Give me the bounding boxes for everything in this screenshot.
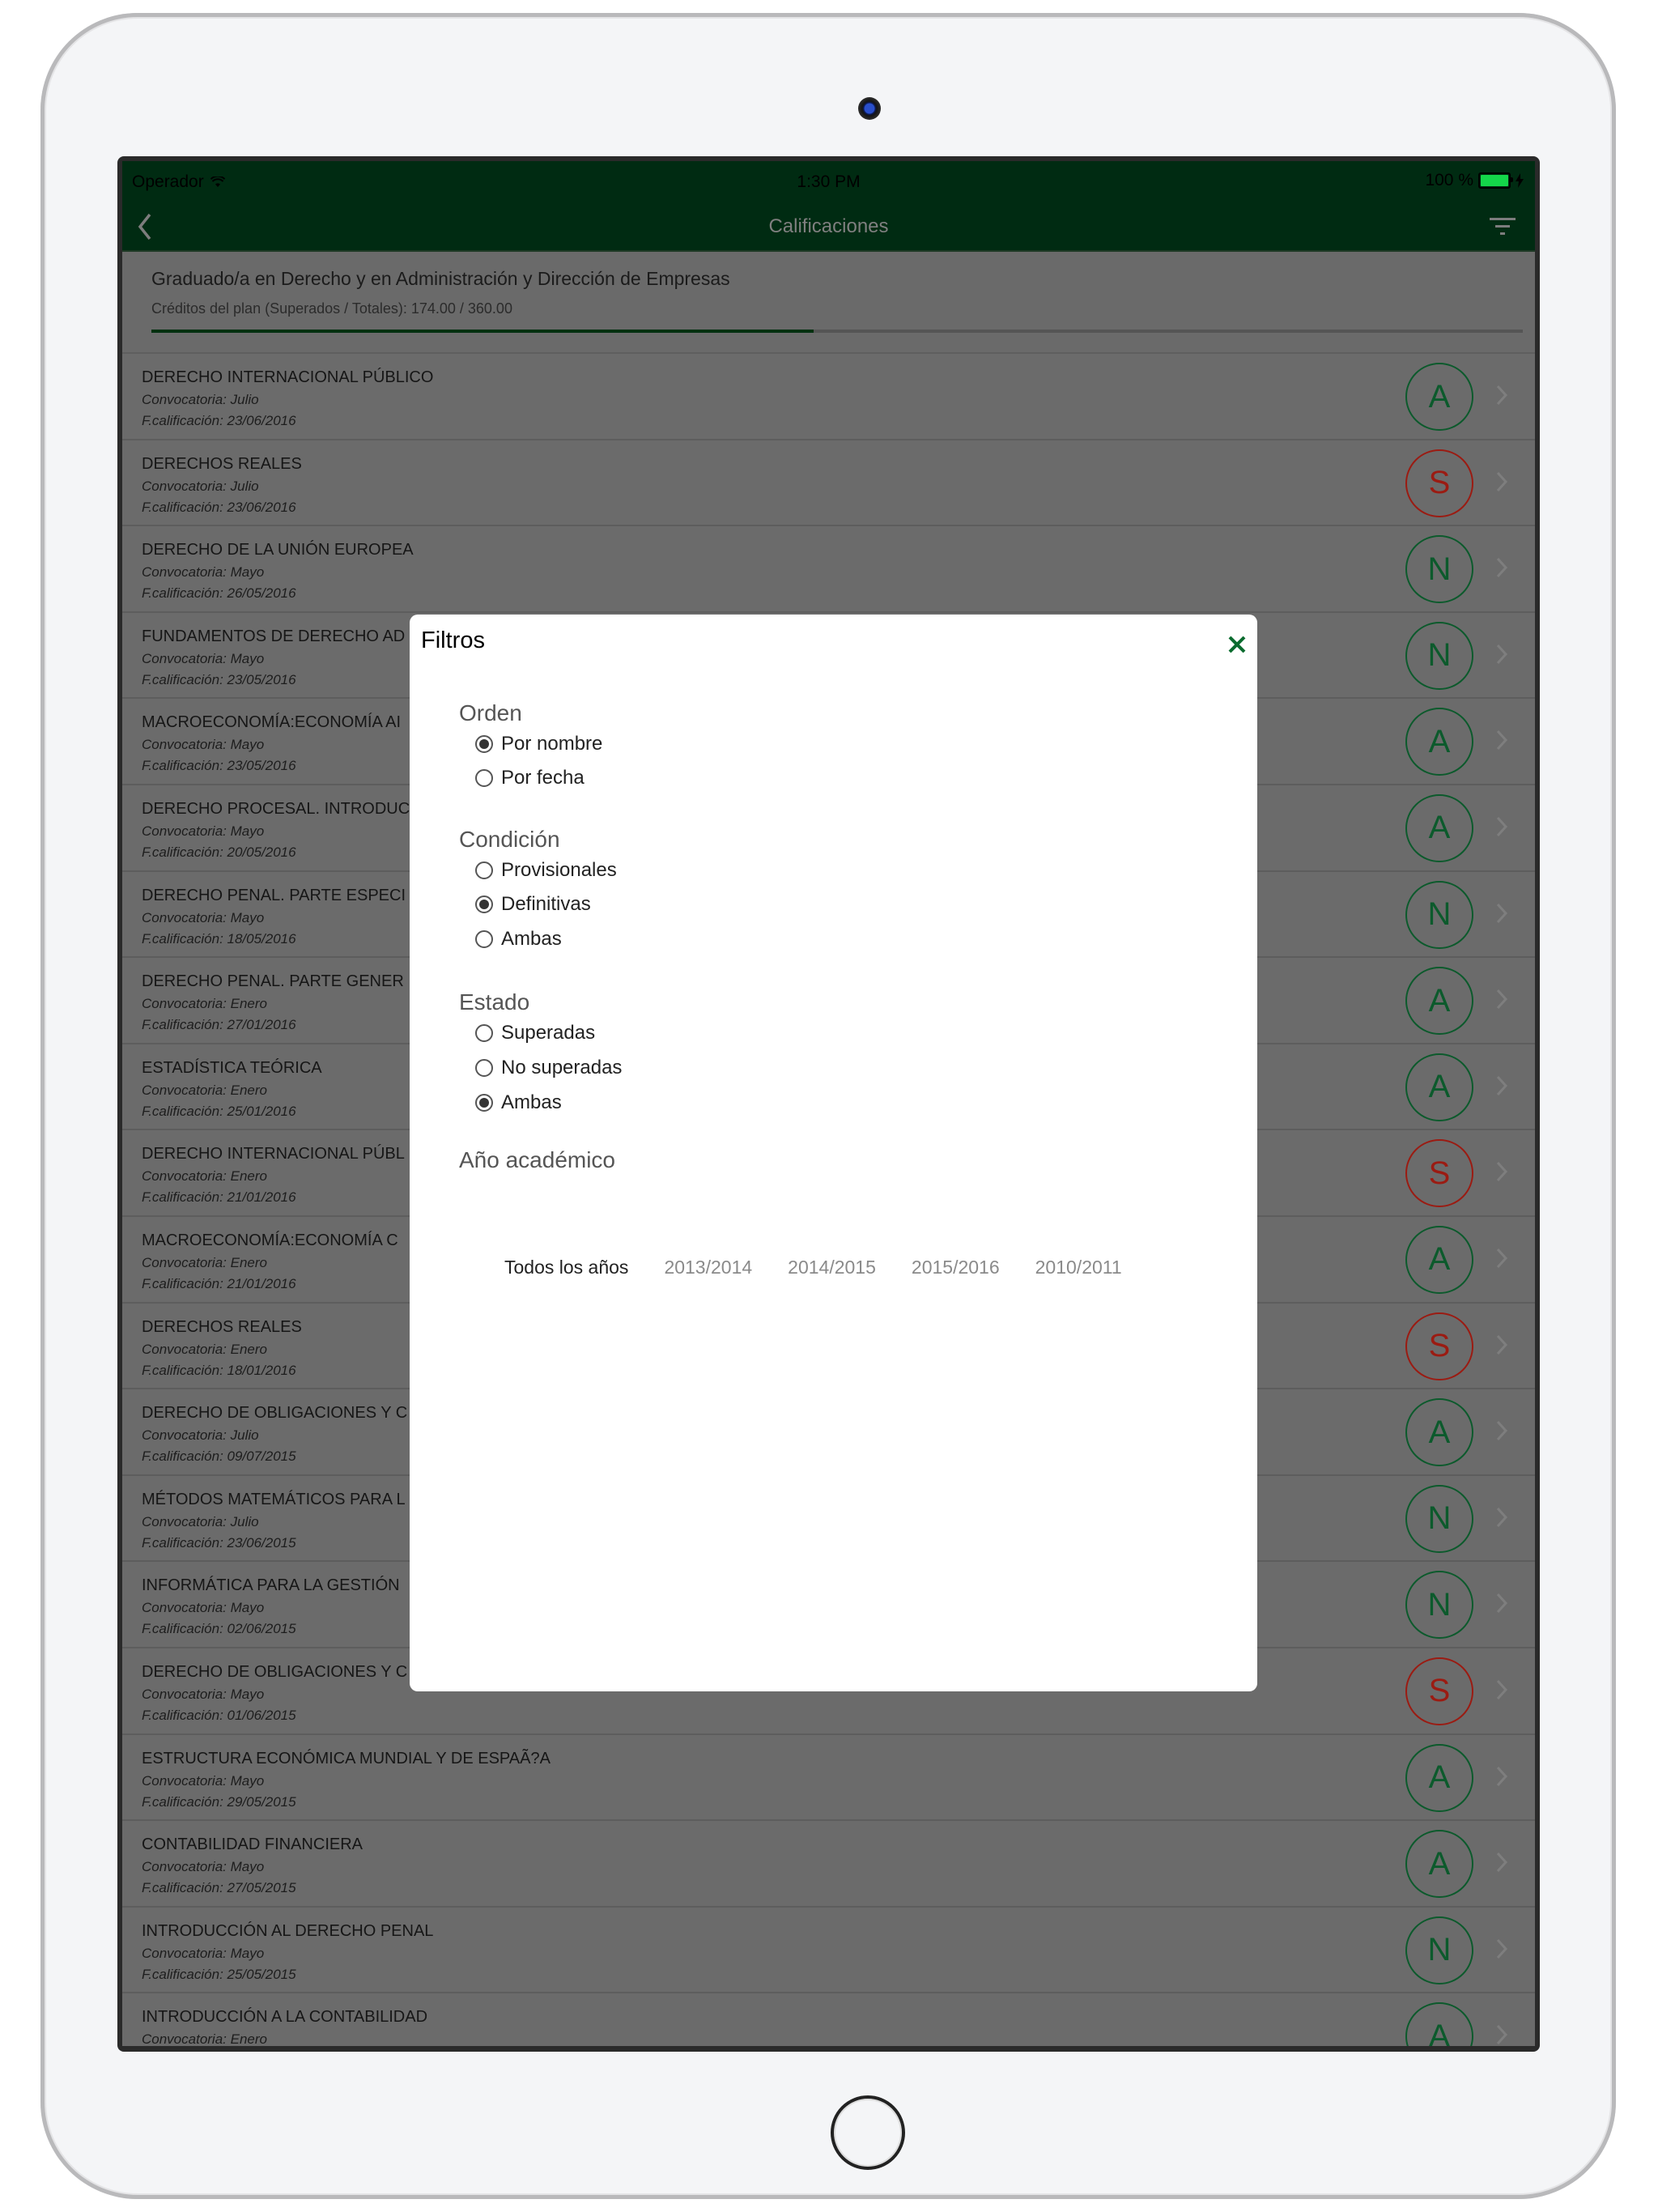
grade-date: F.calificación: 23/06/2016 xyxy=(142,413,296,428)
plan-title: Graduado/a en Derecho y en Administración y Dirección de Empresas xyxy=(151,268,730,289)
radio-empty-icon xyxy=(475,930,493,948)
grade-date: F.calificación: 23/05/2016 xyxy=(142,758,296,774)
subject-name: INFORMÁTICA PARA LA GESTIÓN xyxy=(142,1576,400,1595)
chevron-right-icon xyxy=(1495,1419,1508,1442)
radio-superadas[interactable]: Superadas xyxy=(475,1022,595,1044)
chevron-right-icon xyxy=(1495,1678,1508,1701)
subject-name: ESTRUCTURA ECONÓMICA MUNDIAL Y DE ESPAÃ?A xyxy=(142,1749,551,1767)
radio-empty-icon xyxy=(475,1059,493,1077)
convocatoria: Convocatoria: Mayo xyxy=(142,650,265,666)
grade-date: F.calificación: 29/05/2015 xyxy=(142,1793,296,1810)
radio-por-fecha[interactable]: Por fecha xyxy=(475,767,585,789)
subject-name: DERECHO DE OBLIGACIONES Y C xyxy=(142,1404,408,1423)
subject-name: INTRODUCCIÓN AL DERECHO PENAL xyxy=(142,1921,434,1940)
chevron-right-icon xyxy=(1495,815,1508,838)
radio-estado-ambas[interactable]: Ambas xyxy=(475,1091,562,1114)
chevron-right-icon xyxy=(1495,1851,1508,1874)
convocatoria: Convocatoria: Julio xyxy=(142,1427,259,1444)
charging-icon xyxy=(1516,173,1524,188)
grade-badge: N xyxy=(1405,1485,1473,1553)
year-option[interactable]: 2015/2016 xyxy=(911,1257,1000,1278)
convocatoria: Convocatoria: Mayo xyxy=(142,564,265,581)
credits-progress-bar xyxy=(151,330,1523,333)
radio-selected-icon xyxy=(475,735,493,753)
subject-name: MÉTODOS MATEMÁTICOS PARA L xyxy=(142,1490,406,1508)
chevron-right-icon xyxy=(1495,1938,1508,1960)
list-item[interactable] xyxy=(122,354,1535,440)
convocatoria: Convocatoria: Enero xyxy=(142,1168,267,1185)
year-picker[interactable] xyxy=(504,1257,1122,1278)
convocatoria: Convocatoria: Mayo xyxy=(142,737,265,753)
credits-summary: Créditos del plan (Superados / Totales): 174.00 / 360.00 xyxy=(151,300,512,317)
year-option[interactable]: Todos los años xyxy=(504,1257,629,1278)
navigation-bar xyxy=(122,202,1535,252)
grade-date: F.calificación: 23/06/2016 xyxy=(142,499,296,515)
chevron-right-icon xyxy=(1495,643,1508,666)
grade-date: F.calificación: 09/07/2015 xyxy=(142,1448,296,1465)
grade-badge: A xyxy=(1405,1398,1473,1466)
grade-badge: S xyxy=(1405,1139,1473,1207)
close-icon[interactable] xyxy=(1226,634,1248,655)
filters-dialog xyxy=(410,615,1257,1691)
year-option[interactable]: 2013/2014 xyxy=(664,1257,753,1278)
chevron-right-icon xyxy=(1495,1592,1508,1614)
section-orden: Orden xyxy=(459,700,522,725)
chevron-right-icon xyxy=(1495,1765,1508,1788)
plan-header xyxy=(122,252,1535,354)
convocatoria: Convocatoria: Mayo xyxy=(142,823,265,839)
grade-date: F.calificación: 01/06/2015 xyxy=(142,1707,296,1723)
radio-provisionales[interactable]: Provisionales xyxy=(475,859,617,882)
grade-date: F.calificación: 25/01/2016 xyxy=(142,1103,296,1119)
dialog-title: Filtros xyxy=(421,627,485,653)
radio-selected-icon xyxy=(475,895,493,913)
convocatoria: Convocatoria: Enero xyxy=(142,1341,267,1357)
convocatoria: Convocatoria: Enero xyxy=(142,996,267,1012)
convocatoria: Convocatoria: Mayo xyxy=(142,1772,265,1789)
clock: 1:30 PM xyxy=(797,172,861,191)
home-button[interactable] xyxy=(831,2095,905,2170)
list-item[interactable] xyxy=(122,1993,1535,2046)
year-option[interactable]: 2014/2015 xyxy=(788,1257,876,1278)
grade-date: F.calificación: 18/05/2016 xyxy=(142,930,296,946)
subject-name: DERECHO PROCESAL. INTRODUC xyxy=(142,799,410,818)
subject-name: DERECHO DE OBLIGACIONES Y C xyxy=(142,1662,408,1681)
grade-badge: A xyxy=(1405,363,1473,431)
grade-badge: A xyxy=(1405,1053,1473,1121)
convocatoria: Convocatoria: Enero xyxy=(142,1254,267,1270)
subject-name: DERECHOS REALES xyxy=(142,454,302,473)
grade-badge: A xyxy=(1405,794,1473,862)
grade-date: F.calificación: 25/05/2015 xyxy=(142,1966,296,1982)
camera xyxy=(858,97,881,120)
chevron-right-icon xyxy=(1495,1247,1508,1270)
convocatoria: Convocatoria: Enero xyxy=(142,1082,267,1098)
chevron-right-icon xyxy=(1495,556,1508,579)
radio-definitivas[interactable]: Definitivas xyxy=(475,893,591,916)
convocatoria: Convocatoria: Julio xyxy=(142,1513,259,1529)
section-estado: Estado xyxy=(459,989,530,1015)
subject-name: MACROECONOMÍA:ECONOMÍA C xyxy=(142,1231,398,1249)
radio-condicion-ambas[interactable]: Ambas xyxy=(475,928,562,951)
convocatoria: Convocatoria: Julio xyxy=(142,478,259,494)
grade-badge: N xyxy=(1405,1571,1473,1639)
grade-badge: A xyxy=(1405,1226,1473,1294)
subject-name: DERECHO PENAL. PARTE GENER xyxy=(142,972,404,991)
grade-date: F.calificación: 27/01/2016 xyxy=(142,1017,296,1033)
chevron-right-icon xyxy=(1495,470,1508,493)
radio-empty-icon xyxy=(475,769,493,787)
list-item[interactable] xyxy=(122,1908,1535,1994)
section-condicion: Condición xyxy=(459,827,560,852)
grade-badge: A xyxy=(1405,708,1473,776)
year-option[interactable]: 2010/2011 xyxy=(1035,1257,1122,1278)
section-anio: Año académico xyxy=(459,1147,616,1172)
grade-badge: N xyxy=(1405,535,1473,603)
convocatoria: Convocatoria: Mayo xyxy=(142,909,265,925)
grade-date: F.calificación: 18/01/2016 xyxy=(142,1362,296,1378)
subject-name: DERECHOS REALES xyxy=(142,1317,302,1336)
radio-no-superadas[interactable]: No superadas xyxy=(475,1057,622,1079)
carrier-label: Operador xyxy=(132,172,204,191)
subject-name: CONTABILIDAD FINANCIERA xyxy=(142,1836,363,1854)
grade-date: F.calificación: 21/01/2016 xyxy=(142,1189,296,1206)
chevron-right-icon xyxy=(1495,1334,1508,1356)
subject-name: ESTADÍSTICA TEÓRICA xyxy=(142,1058,322,1077)
convocatoria: Convocatoria: Mayo xyxy=(142,1859,265,1875)
list-item[interactable] xyxy=(122,526,1535,613)
subject-name: MACROECONOMÍA:ECONOMÍA AI xyxy=(142,713,402,732)
grade-badge: S xyxy=(1405,1657,1473,1725)
chevron-right-icon xyxy=(1495,729,1508,751)
subject-name: DERECHO INTERNACIONAL PÚBLICO xyxy=(142,368,434,386)
grade-badge: N xyxy=(1405,1916,1473,1984)
subject-name: DERECHO INTERNACIONAL PÚBL xyxy=(142,1145,405,1163)
subject-name: DERECHO DE LA UNIÓN EUROPEA xyxy=(142,541,414,559)
grade-badge: A xyxy=(1405,2002,1473,2046)
grade-date: F.calificación: 27/05/2015 xyxy=(142,1880,296,1896)
filter-icon[interactable] xyxy=(1490,218,1516,236)
radio-empty-icon xyxy=(475,861,493,879)
grade-badge: A xyxy=(1405,1830,1473,1898)
app xyxy=(122,161,1535,2046)
subject-name: DERECHO PENAL. PARTE ESPECI xyxy=(142,886,406,904)
list-item[interactable] xyxy=(122,1735,1535,1822)
screen xyxy=(117,156,1540,2052)
grade-badge: S xyxy=(1405,1312,1473,1380)
grade-badge: A xyxy=(1405,1744,1473,1812)
grade-badge: N xyxy=(1405,881,1473,949)
convocatoria: Convocatoria: Enero xyxy=(142,2031,267,2046)
chevron-right-icon xyxy=(1495,2023,1508,2046)
convocatoria: Convocatoria: Mayo xyxy=(142,1600,265,1616)
page-title: Calificaciones xyxy=(768,215,889,237)
battery-percent: 100 % xyxy=(1425,171,1473,189)
radio-selected-icon xyxy=(475,1094,493,1112)
convocatoria: Convocatoria: Julio xyxy=(142,392,259,407)
subject-name: FUNDAMENTOS DE DERECHO AD xyxy=(142,627,406,645)
grade-date: F.calificación: 26/05/2016 xyxy=(142,585,296,602)
convocatoria: Convocatoria: Mayo xyxy=(142,1945,265,1961)
grade-date: F.calificación: 20/05/2016 xyxy=(142,844,296,860)
subject-name: INTRODUCCIÓN A LA CONTABILIDAD xyxy=(142,2008,428,2027)
grade-date: F.calificación: 23/06/2015 xyxy=(142,1534,296,1551)
grade-date: F.calificación: 21/01/2016 xyxy=(142,1275,296,1291)
grade-date: F.calificación: 02/06/2015 xyxy=(142,1621,296,1637)
status-bar xyxy=(122,161,1535,202)
convocatoria: Convocatoria: Mayo xyxy=(142,1686,265,1702)
grade-badge: N xyxy=(1405,622,1473,690)
chevron-right-icon xyxy=(1495,1074,1508,1097)
radio-por-nombre[interactable]: Por nombre xyxy=(475,733,602,755)
chevron-right-icon xyxy=(1495,1506,1508,1529)
radio-empty-icon xyxy=(475,1024,493,1042)
chevron-right-icon xyxy=(1495,384,1508,406)
grade-date: F.calificación: 23/05/2016 xyxy=(142,671,296,687)
chevron-right-icon xyxy=(1495,902,1508,925)
grade-badge: A xyxy=(1405,967,1473,1035)
chevron-right-icon xyxy=(1495,988,1508,1010)
list-item[interactable] xyxy=(122,440,1535,527)
list-item[interactable] xyxy=(122,1821,1535,1908)
battery-icon xyxy=(1478,172,1511,189)
chevron-right-icon xyxy=(1495,1160,1508,1183)
grade-badge: S xyxy=(1405,449,1473,517)
